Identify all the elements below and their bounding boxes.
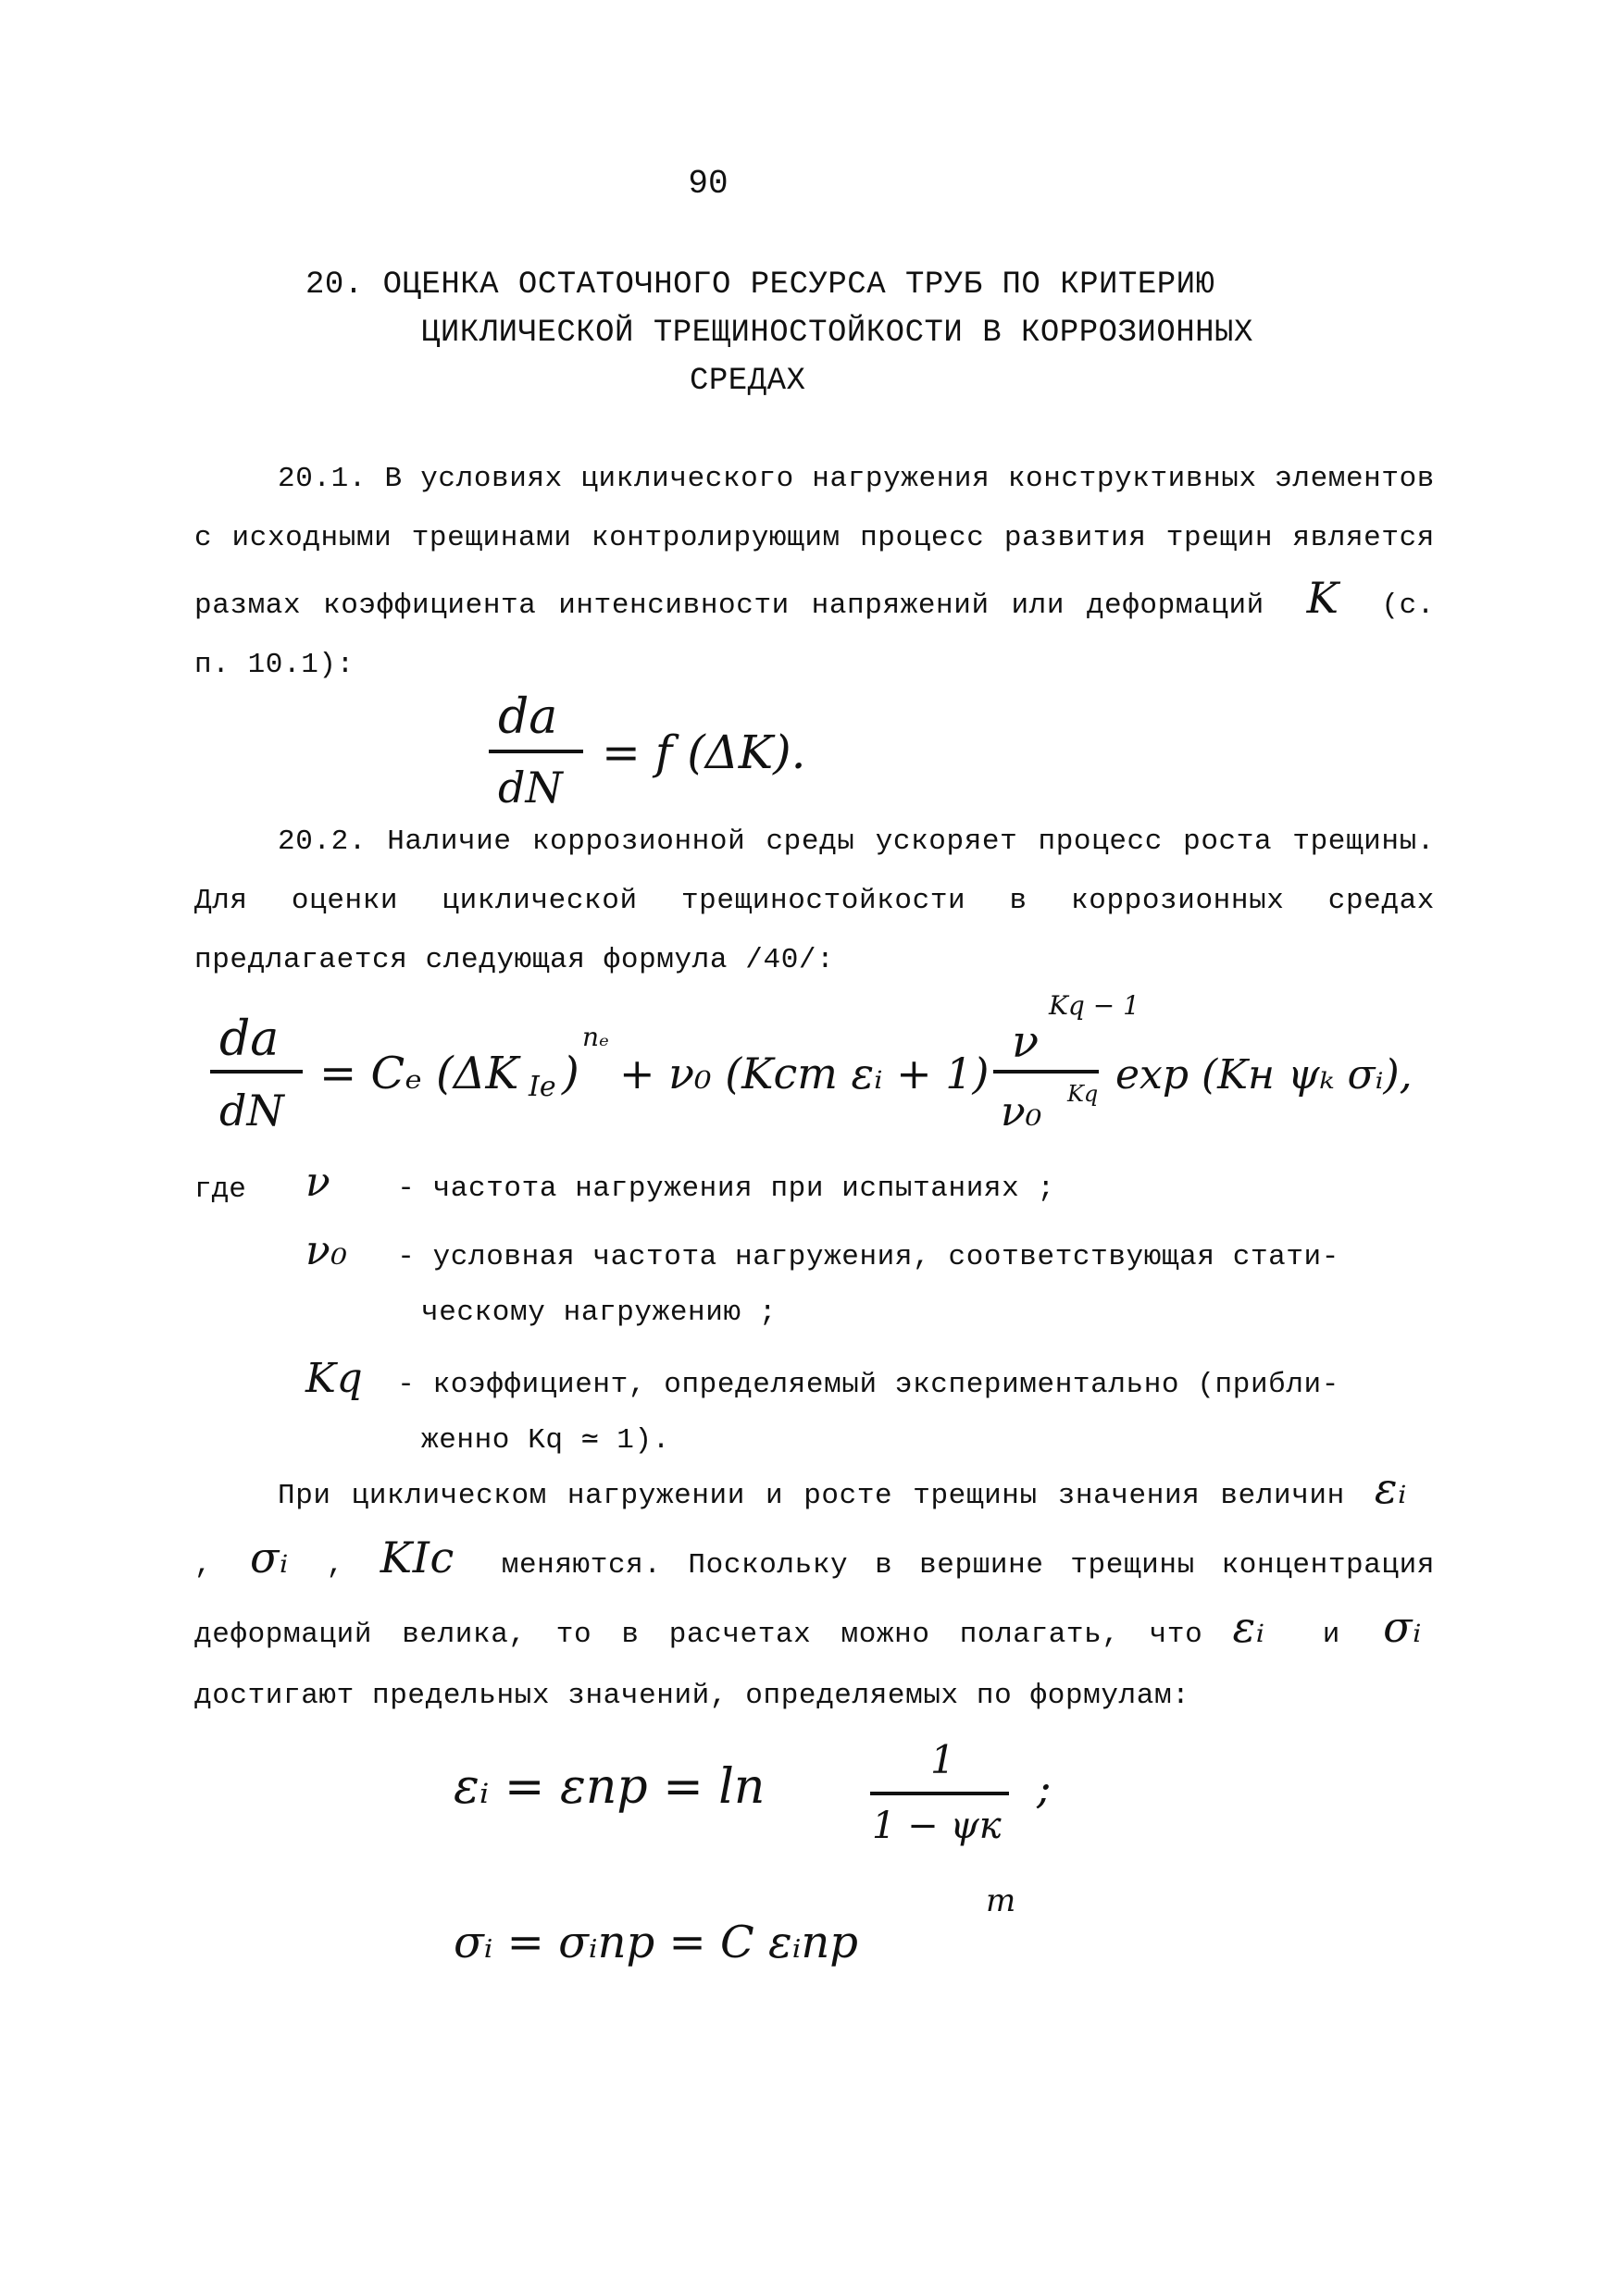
def-text-nu0: - условная частота нагружения, соответствующая стати- bbox=[397, 1241, 1339, 1273]
paragraph-20-1-ref: (с. п. 10.1): bbox=[194, 590, 1435, 681]
symbol-k: K bbox=[1306, 573, 1339, 623]
def-cont-nu0: ческому нагружению ; bbox=[421, 1297, 778, 1329]
page-number: 90 bbox=[688, 165, 729, 203]
eq2-term1-exp: nₑ bbox=[582, 1022, 609, 1052]
paragraph-20-2: 20.2. Наличие коррозионной среды ускоряет процесс роста трещины. Для оценки циклической трещиностойкости в коррозионных средах предлагается следующая формула /40/: bbox=[194, 825, 1435, 976]
eq4-lhs: σᵢ = σᵢпр = C εᵢпр bbox=[454, 1917, 858, 1968]
p3-symbol-sigma: σᵢ bbox=[250, 1533, 289, 1582]
eq1-den: dN bbox=[498, 763, 563, 813]
equation-4-svg bbox=[454, 1879, 1102, 1999]
section-heading bbox=[305, 261, 1305, 405]
p3-part2: меняются. Поскольку в вершине трещины концентрация деформаций велика, то в расчетах можно полагать, что bbox=[194, 1549, 1436, 1651]
equation-3 bbox=[454, 1729, 1102, 1872]
eq2-term1-close: ) bbox=[562, 1048, 579, 1099]
equation-1-svg bbox=[481, 687, 926, 816]
p3-part1: При циклическом нагружении и росте трещины значения величин bbox=[278, 1480, 1345, 1512]
def-symbol-nu0: ν₀ bbox=[305, 1227, 348, 1274]
eq3-num: 1 bbox=[930, 1737, 955, 1782]
eq2-term2: + ν₀ (Kст εᵢ + 1) bbox=[619, 1049, 990, 1098]
def-symbol-nu: ν bbox=[305, 1159, 331, 1206]
eq4-exp: m bbox=[986, 1882, 1016, 1919]
def-symbol-kq: Kq bbox=[305, 1355, 364, 1402]
eq2-lhs-num: da bbox=[219, 1011, 280, 1067]
eq2-frac-num-exp: Kq − 1 bbox=[1049, 990, 1140, 1021]
p3-sep1: , bbox=[194, 1549, 213, 1582]
heading-line-2: ЦИКЛИЧЕСКОЙ ТРЕЩИНОСТОЙКОСТИ В КОРРОЗИОННЫХ bbox=[421, 316, 1253, 351]
equation-1 bbox=[481, 687, 926, 821]
eq2-frac-den: ν₀ bbox=[1001, 1088, 1042, 1136]
eq3-den: 1 − ψк bbox=[872, 1805, 1002, 1847]
eq2-term1-sub: Ie bbox=[529, 1071, 556, 1103]
equation-2-svg bbox=[199, 979, 1430, 1155]
p3-and: и bbox=[1322, 1619, 1340, 1651]
heading-line-1: 20. ОЦЕНКА ОСТАТОЧНОГО РЕСУРСА ТРУБ ПО КРИТЕРИЮ bbox=[305, 267, 1215, 303]
definition-nu0 bbox=[305, 1223, 1435, 1341]
def-text-kq: - коэффициент, определяемый экспериментально (прибли- bbox=[397, 1369, 1339, 1401]
eq3-end: ; bbox=[1037, 1763, 1052, 1813]
eq3-lhs: εᵢ = εпр = ln bbox=[454, 1759, 766, 1815]
p3-symbol-kic: KIc bbox=[380, 1533, 455, 1582]
p3-symbol-sigma-2: σᵢ bbox=[1383, 1602, 1423, 1652]
p3-symbol-eps: εᵢ bbox=[1374, 1463, 1408, 1513]
p3-part3: достигают предельных значений, определяемых по формулам: bbox=[194, 1680, 1190, 1712]
paragraph-20-1-text: 20.1. В условиях циклического нагружения конструктивных элементов с исходными трещинами контролирующим процесс развития трещин является размах коэффициента интенсивности напряжений или деформаций bbox=[194, 463, 1435, 622]
def-text-nu: - частота нагружения при испытаниях ; bbox=[397, 1173, 1055, 1205]
paragraph-20-1 bbox=[194, 450, 1435, 695]
paragraph-3 bbox=[194, 1458, 1435, 1727]
equation-4 bbox=[454, 1879, 1102, 2004]
definition-kq bbox=[305, 1351, 1435, 1469]
eq1-rhs: = f (ΔK). bbox=[602, 726, 806, 779]
def-cont-kq: женно Kq ≃ 1). bbox=[421, 1424, 670, 1457]
p3-sep2: , bbox=[326, 1549, 344, 1582]
eq2-lhs-den: dN bbox=[219, 1086, 284, 1136]
equation-2 bbox=[199, 979, 1430, 1160]
equation-3-svg bbox=[454, 1729, 1102, 1868]
eq2-frac-den-exp: Kq bbox=[1067, 1081, 1099, 1107]
eq2-term3: exp (Kн ψₖ σᵢ), bbox=[1115, 1051, 1413, 1098]
where-label: где bbox=[194, 1173, 246, 1206]
eq1-num: da bbox=[498, 689, 558, 745]
heading-line-3: СРЕДАХ bbox=[690, 364, 806, 399]
p3-symbol-eps-2: εᵢ bbox=[1232, 1602, 1265, 1652]
eq2-term1: = Cₑ (ΔK bbox=[319, 1048, 519, 1099]
eq2-frac-num: ν bbox=[1012, 1016, 1040, 1068]
definition-nu bbox=[305, 1155, 1435, 1217]
